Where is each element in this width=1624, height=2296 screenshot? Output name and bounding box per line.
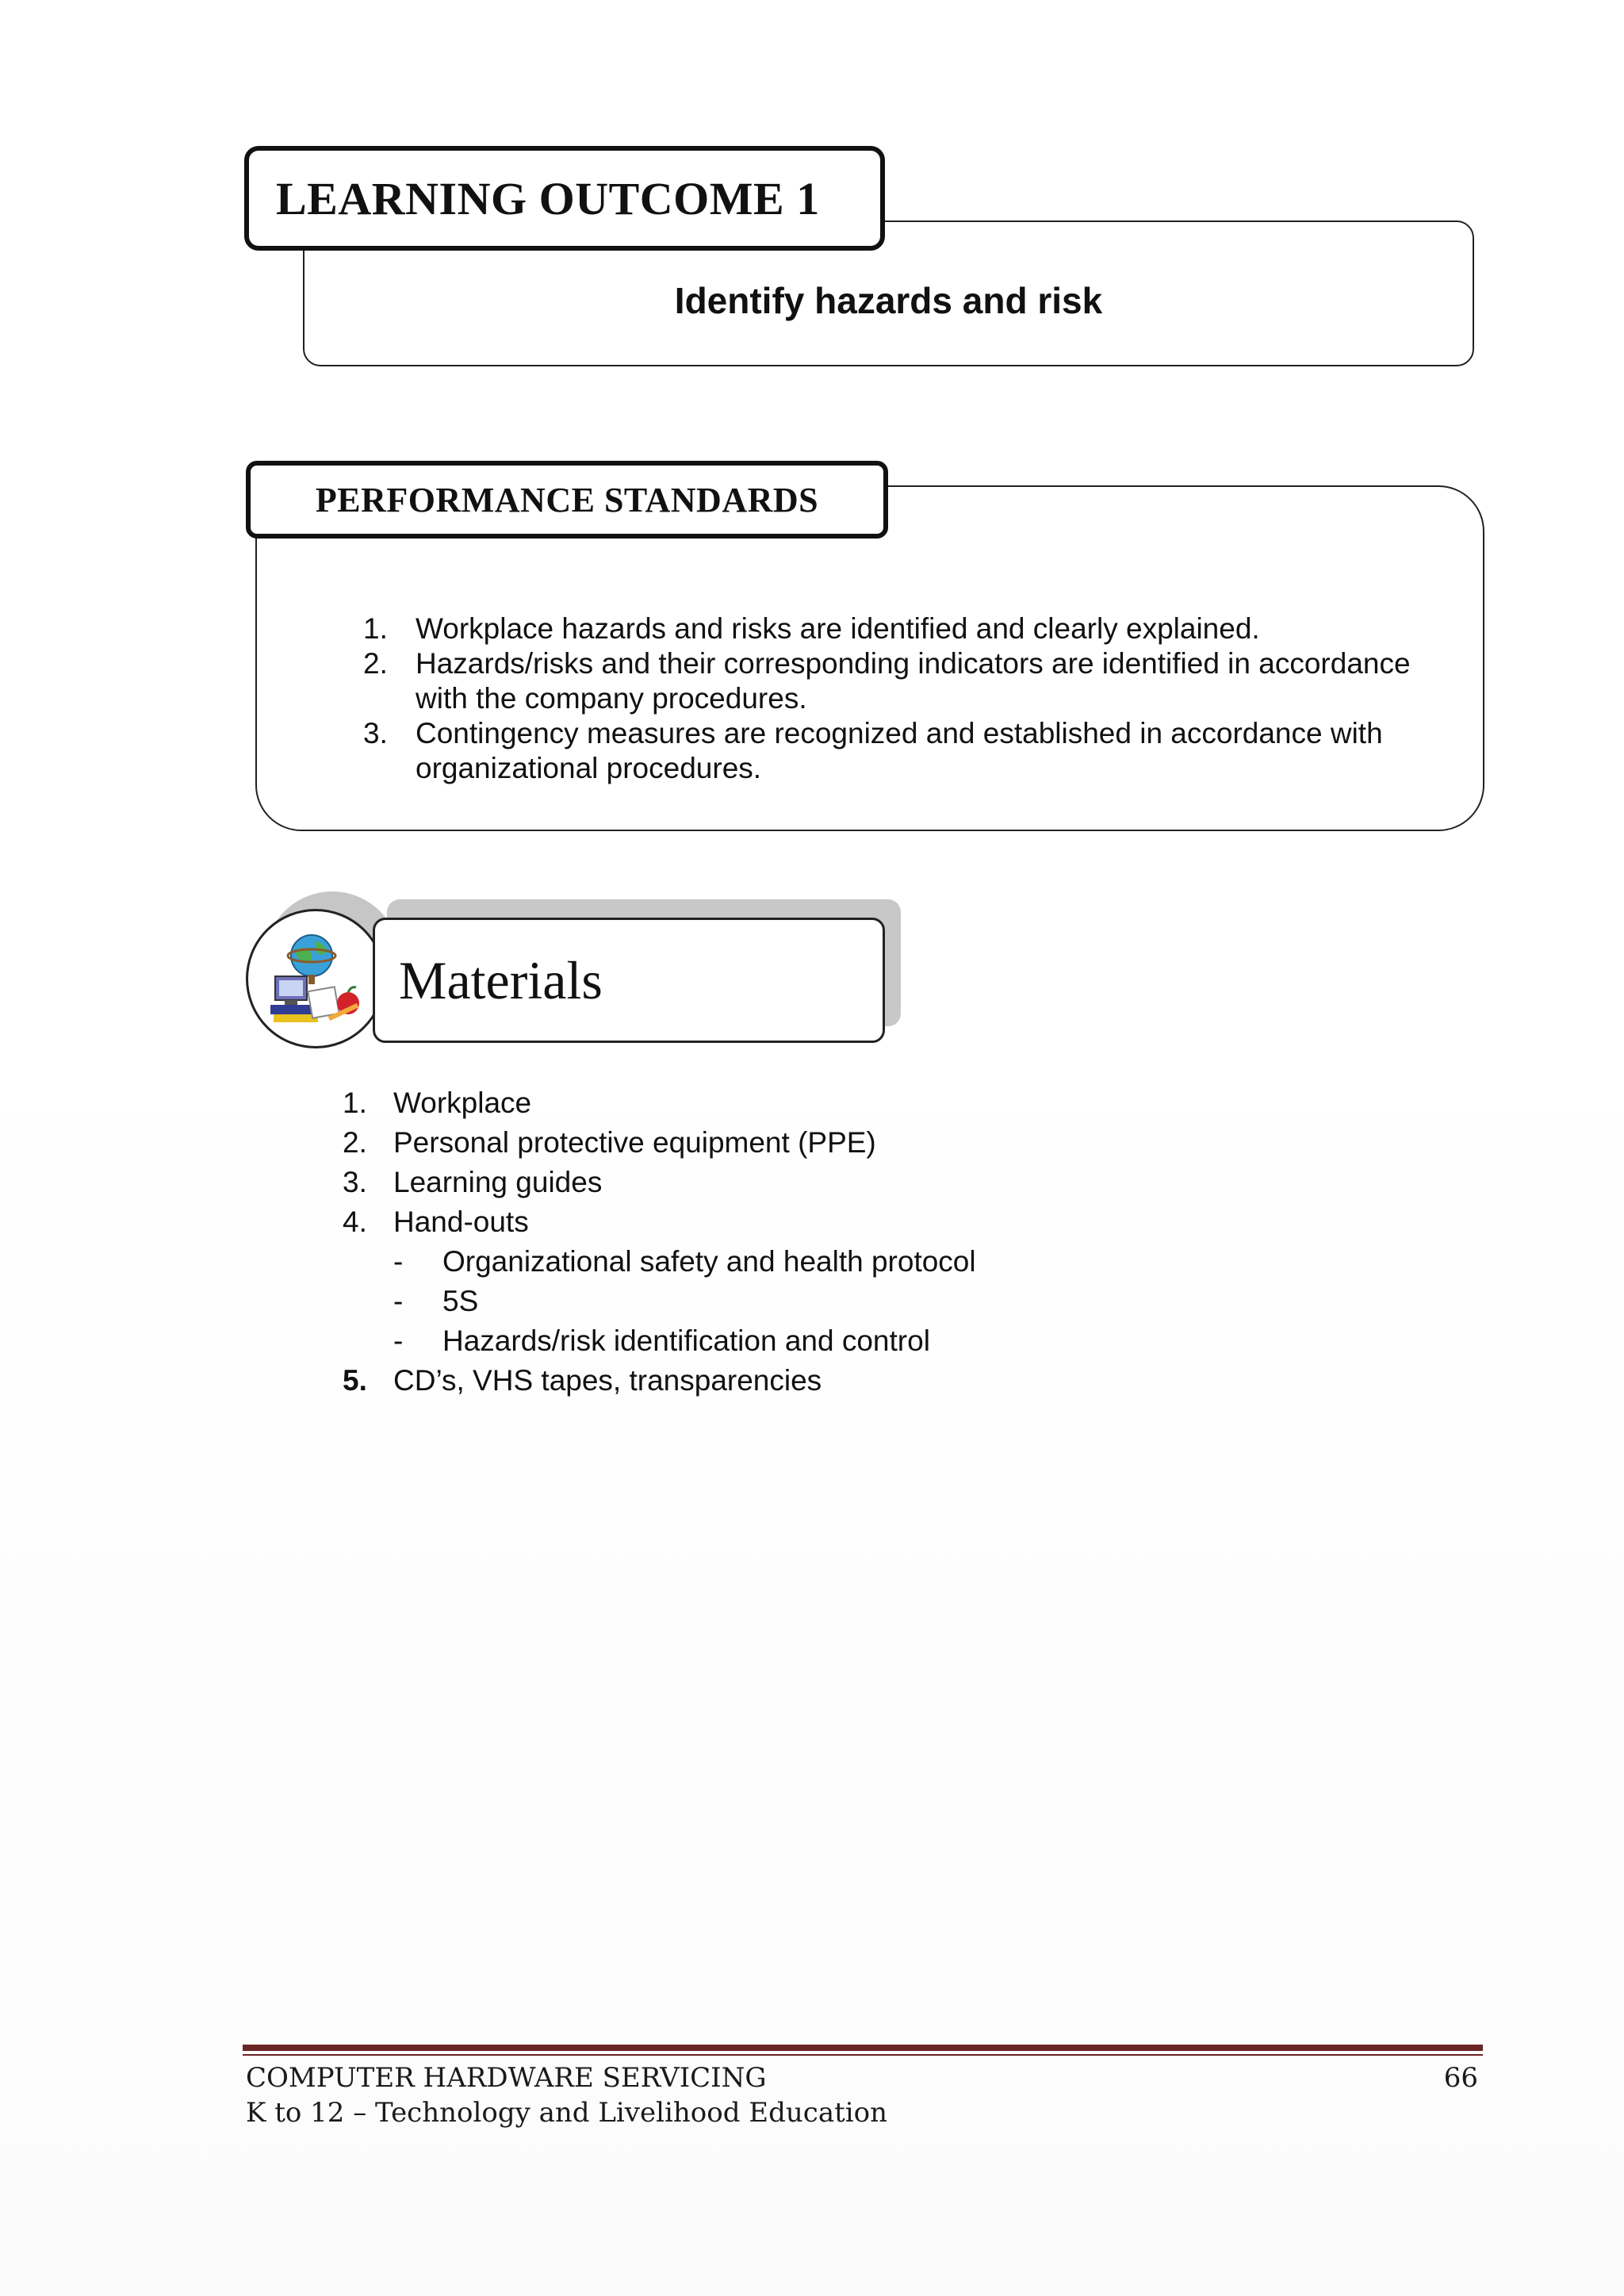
list-item <box>363 611 1457 646</box>
list-item-text: Learning guides <box>393 1166 603 1198</box>
learning-resources-icon <box>262 927 370 1035</box>
list-item-text: 5S <box>442 1285 479 1317</box>
list-item-text: Hazards/risk identification and control <box>442 1324 930 1357</box>
list-item-number: 3. <box>363 717 388 749</box>
performance-standards-heading: PERFORMANCE STANDARDS <box>246 461 888 539</box>
list-item-text: Workplace <box>393 1087 532 1119</box>
list-item-number: 1. <box>363 612 388 645</box>
list-item-number: 2. <box>363 647 388 680</box>
sub-list-item <box>343 1282 976 1321</box>
list-item-number: 2. <box>343 1126 367 1159</box>
list-item <box>343 1123 976 1163</box>
learning-outcome-heading: LEARNING OUTCOME 1 <box>244 146 885 251</box>
footer-program-title: K to 12 – Technology and Livelihood Education <box>246 2097 887 2129</box>
list-item-text: Workplace hazards and risks are identified and clearly explained. <box>416 612 1260 645</box>
list-item-text: Contingency measures are recognized and established in accordance with organizational procedures. <box>416 717 1383 784</box>
sub-list-item <box>343 1321 976 1361</box>
list-item-text: Organizational safety and health protocol <box>442 1245 976 1278</box>
footer-course-title: COMPUTER HARDWARE SERVICING <box>246 2062 767 2094</box>
list-item-bullet: - <box>393 1285 404 1317</box>
page-number: 66 <box>1443 2062 1478 2094</box>
list-item <box>343 1202 976 1242</box>
list-item <box>343 1361 976 1401</box>
list-item-text: Hand-outs <box>393 1205 529 1238</box>
list-item <box>363 646 1457 716</box>
materials-heading: Materials <box>373 918 885 1043</box>
footer-rule <box>243 2045 1483 2051</box>
list-item-number: 3. <box>343 1166 367 1198</box>
list-item-number: 5. <box>343 1364 367 1397</box>
materials-icon-frame <box>246 909 385 1048</box>
list-item <box>363 716 1457 786</box>
list-item-bullet: - <box>393 1245 404 1278</box>
list-item <box>343 1163 976 1202</box>
list-item-number: 1. <box>343 1087 367 1119</box>
list-item-text: Hazards/risks and their corresponding indicators are identified in accordance with the company procedures. <box>416 647 1411 715</box>
list-item-text: Personal protective equipment (PPE) <box>393 1126 876 1159</box>
materials-list <box>343 1083 976 1401</box>
list-item-bullet: - <box>393 1324 404 1357</box>
list-item-number: 4. <box>343 1205 367 1238</box>
learning-outcome-subtitle: Identify hazards and risk <box>674 280 1103 321</box>
footer-rule-thin <box>243 2054 1483 2056</box>
list-item-text: CD’s, VHS tapes, transparencies <box>393 1364 822 1397</box>
list-item <box>343 1083 976 1123</box>
performance-standards-list <box>363 611 1457 786</box>
sub-list-item <box>343 1242 976 1282</box>
